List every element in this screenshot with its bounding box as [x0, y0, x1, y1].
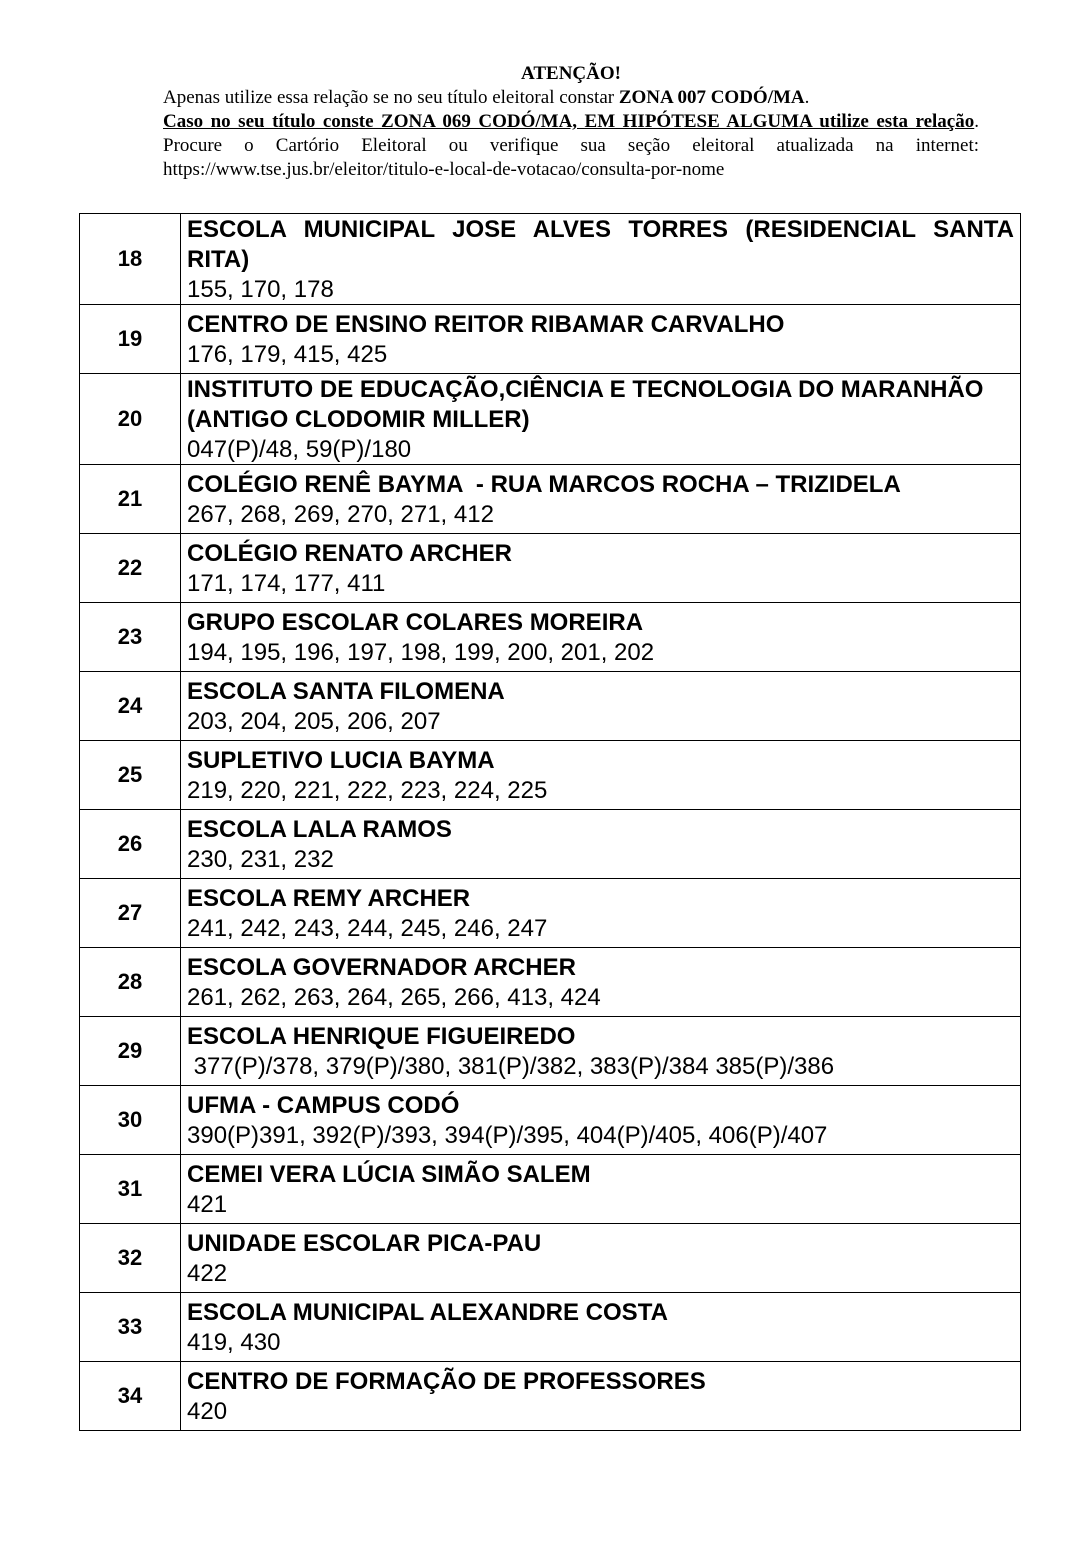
- notice-warning-zone-069: Caso no seu título conste ZONA 069 CODÓ/MA, EM HIPÓTESE ALGUMA utilize esta relação: [163, 111, 975, 132]
- row-description: [181, 1224, 1021, 1293]
- row-number: 32: [80, 1224, 181, 1293]
- section-numbers: 230, 231, 232: [187, 845, 334, 873]
- section-numbers: 420: [187, 1397, 228, 1425]
- row-description: [181, 741, 1021, 810]
- row-number: 33: [80, 1293, 181, 1362]
- school-name: UNIDADE ESCOLAR PICA-PAU: [187, 1229, 542, 1257]
- table-row: [80, 1293, 1021, 1362]
- row-description: [181, 1017, 1021, 1086]
- school-name: ESCOLA HENRIQUE FIGUEIREDO: [187, 1022, 576, 1050]
- section-numbers: 171, 174, 177, 411: [187, 569, 386, 597]
- school-name: SUPLETIVO LUCIA BAYMA: [187, 746, 495, 774]
- row-description: [181, 534, 1021, 603]
- school-name: CENTRO DE FORMAÇÃO DE PROFESSORES: [187, 1367, 706, 1395]
- school-name: ESCOLA MUNICIPAL JOSE ALVES TORRES (RESIDENCIAL SANTA RITA): [187, 215, 1014, 273]
- row-number: 30: [80, 1086, 181, 1155]
- row-number: 21: [80, 465, 181, 534]
- row-description: [181, 214, 1021, 305]
- row-number: 26: [80, 810, 181, 879]
- school-name: COLÉGIO RENÊ BAYMA - RUA MARCOS ROCHA – TRIZIDELA: [187, 470, 901, 498]
- section-numbers: 261, 262, 263, 264, 265, 266, 413, 424: [187, 983, 601, 1011]
- notice-body: [163, 86, 979, 182]
- row-description: [181, 1086, 1021, 1155]
- section-numbers: 176, 179, 415, 425: [187, 340, 388, 368]
- row-number: 23: [80, 603, 181, 672]
- row-number: 27: [80, 879, 181, 948]
- school-name: COLÉGIO RENATO ARCHER: [187, 539, 512, 567]
- section-numbers: 241, 242, 243, 244, 245, 246, 247: [187, 914, 548, 942]
- school-name: ESCOLA GOVERNADOR ARCHER: [187, 953, 576, 981]
- table-row: [80, 305, 1021, 374]
- school-name: UFMA - CAMPUS CODÓ: [187, 1091, 460, 1119]
- row-number: 24: [80, 672, 181, 741]
- section-numbers: 155, 170, 178: [187, 275, 334, 303]
- section-numbers: 267, 268, 269, 270, 271, 412: [187, 500, 494, 528]
- row-description: [181, 465, 1021, 534]
- row-number: 25: [80, 741, 181, 810]
- table-row: [80, 214, 1021, 305]
- table-row: [80, 1155, 1021, 1224]
- school-name: ESCOLA MUNICIPAL ALEXANDRE COSTA: [187, 1298, 668, 1326]
- school-name: INSTITUTO DE EDUCAÇÃO,CIÊNCIA E TECNOLOGIA DO MARANHÃO (ANTIGO CLODOMIR MILLER): [187, 375, 984, 433]
- row-number: 31: [80, 1155, 181, 1224]
- row-number: 18: [80, 214, 181, 305]
- section-numbers: 047(P)/48, 59(P)/180: [187, 435, 412, 463]
- table-row: [80, 741, 1021, 810]
- school-name: ESCOLA REMY ARCHER: [187, 884, 471, 912]
- table-row: [80, 1086, 1021, 1155]
- row-number: 20: [80, 374, 181, 465]
- row-description: [181, 879, 1021, 948]
- section-numbers: 219, 220, 221, 222, 223, 224, 225: [187, 776, 548, 804]
- school-name: CENTRO DE ENSINO REITOR RIBAMAR CARVALHO: [187, 310, 785, 338]
- attention-notice: [163, 62, 979, 182]
- section-numbers: 203, 204, 205, 206, 207: [187, 707, 441, 735]
- table-row: [80, 810, 1021, 879]
- row-number: 29: [80, 1017, 181, 1086]
- table-row: [80, 534, 1021, 603]
- row-number: 22: [80, 534, 181, 603]
- notice-title: ATENÇÃO!: [521, 63, 621, 84]
- row-description: [181, 810, 1021, 879]
- row-number: 28: [80, 948, 181, 1017]
- table-row: [80, 672, 1021, 741]
- table-row: [80, 603, 1021, 672]
- section-numbers: 422: [187, 1259, 228, 1287]
- row-description: [181, 374, 1021, 465]
- row-description: [181, 1155, 1021, 1224]
- section-numbers: 421: [187, 1190, 228, 1218]
- school-name: CEMEI VERA LÚCIA SIMÃO SALEM: [187, 1160, 591, 1188]
- table-row: [80, 374, 1021, 465]
- table-row: [80, 465, 1021, 534]
- row-description: [181, 603, 1021, 672]
- school-name: GRUPO ESCOLAR COLARES MOREIRA: [187, 608, 644, 636]
- table-row: [80, 1017, 1021, 1086]
- row-description: [181, 672, 1021, 741]
- row-description: [181, 1293, 1021, 1362]
- section-numbers: 390(P)391, 392(P)/393, 394(P)/395, 404(P)/405, 406(P)/407: [187, 1121, 828, 1149]
- row-number: 34: [80, 1362, 181, 1431]
- table-row: [80, 1224, 1021, 1293]
- table-row: [80, 879, 1021, 948]
- school-name: ESCOLA SANTA FILOMENA: [187, 677, 505, 705]
- section-numbers: 194, 195, 196, 197, 198, 199, 200, 201, 202: [187, 638, 655, 666]
- row-description: [181, 948, 1021, 1017]
- notice-line1-suffix: .: [804, 87, 810, 108]
- section-numbers: 377(P)/378, 379(P)/380, 381(P)/382, 383(P)/384 385(P)/386: [187, 1052, 835, 1080]
- notice-zone-007: ZONA 007 CODÓ/MA: [618, 87, 805, 108]
- notice-instructions: . Procure o Cartório Eleitoral ou verifique sua seção eleitoral atualizada na internet: https://www.tse.jus.br/eleitor/titulo-e-local-de-votacao/consulta-por-nome: [163, 111, 979, 180]
- table-row: [80, 1362, 1021, 1431]
- row-description: [181, 1362, 1021, 1431]
- school-name: ESCOLA LALA RAMOS: [187, 815, 452, 843]
- notice-line1-prefix: Apenas utilize essa relação se no seu título eleitoral constar: [163, 87, 619, 108]
- section-numbers: 419, 430: [187, 1328, 281, 1356]
- row-description: [181, 305, 1021, 374]
- row-number: 19: [80, 305, 181, 374]
- table-row: [80, 948, 1021, 1017]
- polling-places-table: [79, 213, 1021, 1431]
